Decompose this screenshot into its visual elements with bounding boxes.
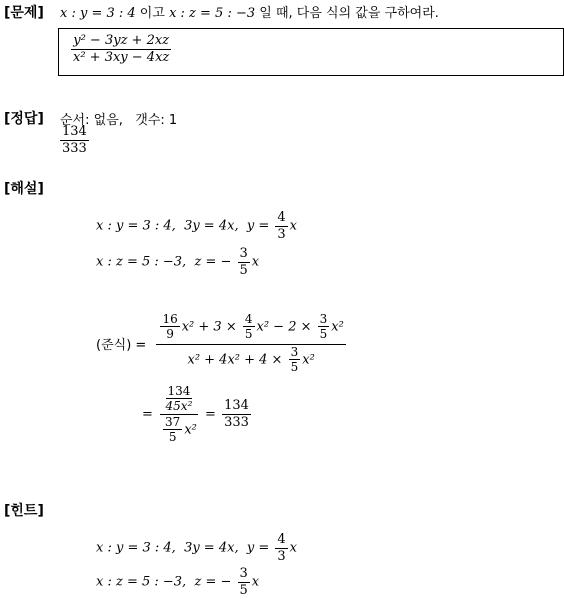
- solution-eq-3y4x: 3y = 4x,: [184, 218, 239, 234]
- hint-z-lhs: z = −: [194, 574, 232, 590]
- problem-connector: 이고: [135, 6, 170, 21]
- hint-ratio-xz: x : z = 5 : −3,: [96, 574, 187, 590]
- d-den: 5: [290, 360, 299, 375]
- hint-z-num: 3: [239, 566, 248, 581]
- n1-den: 9: [166, 327, 174, 342]
- answer-fraction: [58, 124, 91, 156]
- order-label: 순서: [60, 113, 86, 128]
- hint-y-var: x: [289, 540, 297, 556]
- step2-top: [160, 384, 199, 415]
- solution-substitution: [96, 312, 348, 375]
- solution-y-den: 3: [277, 226, 286, 242]
- step2-bottom: [159, 415, 199, 445]
- n3-tail: x²: [331, 319, 344, 335]
- hint-z-var: x: [251, 574, 260, 590]
- step2-bot-den: 5: [168, 430, 177, 445]
- solution-z-den: 5: [239, 262, 248, 278]
- solution-simplify: [142, 384, 253, 445]
- n2-den: 5: [244, 327, 253, 342]
- problem-numerator: y² − 3yz + 2xz: [73, 33, 170, 48]
- hint-line-2: [96, 566, 259, 598]
- solution-tag: [해설]: [4, 181, 44, 197]
- step2-bot-tail: x²: [184, 422, 197, 438]
- n3-den: 5: [319, 327, 328, 342]
- n2-tail: x² − 2 ×: [256, 319, 312, 335]
- hint-y-den: 3: [277, 548, 286, 564]
- step2-eq: =: [142, 406, 153, 422]
- solution-y-num: 4: [277, 210, 286, 225]
- result-num: 134: [224, 398, 249, 414]
- step2-eq2: =: [205, 406, 216, 422]
- solution-y-lhs: y =: [246, 218, 270, 234]
- problem-ratio-1: x : y = 3 : 4: [60, 6, 136, 21]
- big-numerator: [156, 312, 345, 345]
- solution-z-lhs: z = −: [194, 254, 232, 270]
- hint-eq-3y4x: 3y = 4x,: [184, 540, 239, 556]
- answer-numerator: 134: [62, 124, 87, 139]
- d-head: x² + 4x² + 4 ×: [187, 352, 283, 368]
- solution-ratio-xz: x : z = 5 : −3,: [96, 254, 187, 270]
- problem-instruction: 일 때, 다음 식의 값을 구하여라.: [255, 6, 439, 21]
- solution-z-num: 3: [239, 246, 248, 261]
- n1-num: 16: [162, 312, 178, 326]
- step2-bot-num: 37: [165, 414, 181, 429]
- solution-ratio-xy: x : y = 3 : 4,: [96, 218, 176, 234]
- hint-line-1: [96, 532, 297, 564]
- problem-ratio-2: x : z = 5 : −3: [169, 6, 256, 21]
- hint-tag: [힌트]: [4, 503, 44, 519]
- solution-label: (준식) =: [96, 337, 147, 353]
- hint-z-den: 5: [239, 582, 248, 598]
- count-label: 갯수: [135, 113, 161, 128]
- hint-y-lhs: y =: [246, 540, 270, 556]
- n3-num: 3: [319, 312, 328, 326]
- problem-denominator: x² + 3xy − 4xz: [73, 49, 170, 65]
- n2-num: 4: [244, 312, 253, 326]
- hint-y-num: 4: [277, 532, 286, 547]
- step2-top-den: 45x²: [165, 399, 193, 414]
- n1-tail: x² + 3 ×: [181, 319, 237, 335]
- answer-tag: [정답]: [4, 111, 44, 127]
- solution-z-var: x: [251, 254, 260, 270]
- solution-y-var: x: [289, 218, 297, 234]
- big-denominator: [185, 345, 316, 375]
- d-tail: x²: [302, 352, 315, 368]
- count-value: : 1: [160, 113, 178, 128]
- problem-tag: [문제]: [4, 5, 44, 21]
- problem-statement: [60, 2, 439, 21]
- solution-line-1: [96, 210, 297, 242]
- d-num: 3: [290, 344, 299, 359]
- order-value: : 없음,: [85, 113, 123, 128]
- answer-denominator: 333: [62, 140, 87, 156]
- solution-line-2: [96, 246, 259, 278]
- problem-expression: [69, 33, 173, 65]
- result-den: 333: [224, 414, 249, 430]
- problem-expression-box: [58, 28, 564, 76]
- hint-ratio-xy: x : y = 3 : 4,: [96, 540, 176, 556]
- step2-top-num: 134: [167, 384, 191, 398]
